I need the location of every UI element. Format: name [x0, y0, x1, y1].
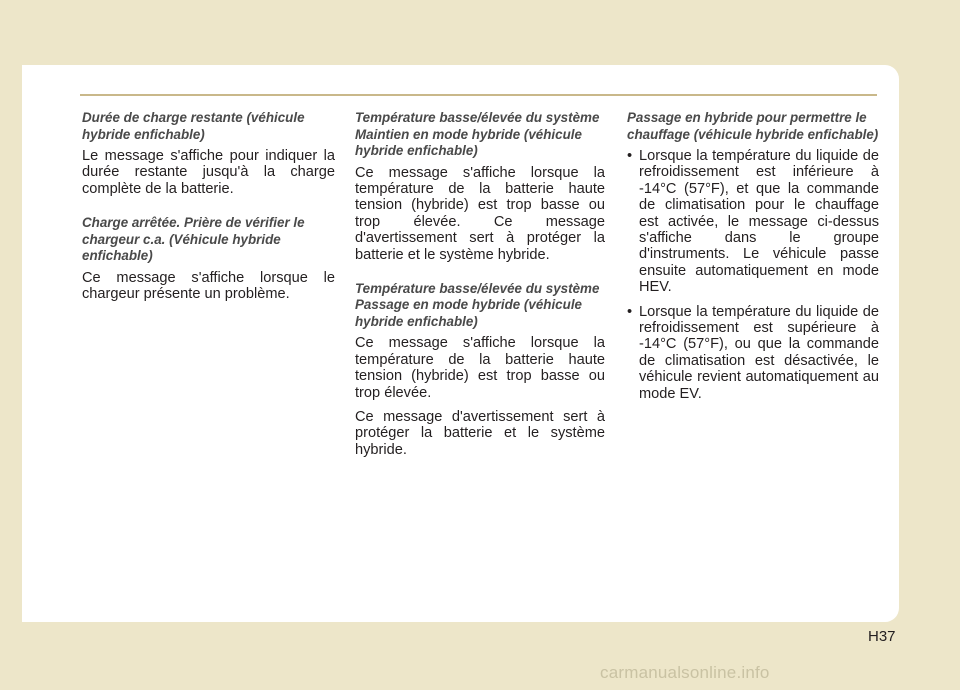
list-item-text: Lorsque la température du liquide de refroidissement est supérieure à -14°C (57°F), ou que la commande de climatisation est désactivée, le véhicule revient automatiquement au mode EV.: [639, 303, 879, 402]
page-number: H37: [868, 628, 896, 645]
column-2: [355, 110, 605, 466]
section-body: Ce message s'affiche lorsque la température de la batterie haute tension (hybride) est trop basse ou trop élevée. Ce message d'avertissement sert à protéger la batterie et le système hybride.: [355, 164, 605, 263]
column-1: [82, 110, 335, 311]
bullet-icon: •: [627, 303, 633, 320]
section-body: Ce message d'avertissement sert à protéger la batterie et le système hybride.: [355, 409, 605, 458]
watermark: carmanualsonline.info: [600, 663, 770, 682]
list-item-text: Lorsque la température du liquide de refroidissement est inférieure à -14°C (57°F), et que la commande de climatisation pour le chauffage est activée, le message ci-dessus s'affiche dans le groupe d'instruments. Le véhicule passe ensuite automatiquement en mode HEV.: [639, 148, 879, 296]
section-heading: Durée de charge restante (véhicule hybride enfichable): [82, 110, 305, 142]
list-item: [627, 148, 879, 296]
section-body: Ce message s'affiche lorsque le chargeur présente un problème.: [82, 269, 335, 303]
bullet-list: [627, 148, 879, 402]
header-rule: [80, 94, 877, 96]
section-heading: Température basse/élevée du système Maintien en mode hybride (véhicule hybride enfichable): [355, 110, 600, 158]
section-body: Ce message s'affiche lorsque la température de la batterie haute tension (hybride) est trop basse ou trop élevée.: [355, 335, 605, 401]
section-body: Le message s'affiche pour indiquer la durée restante jusqu'à la charge complète de la batterie.: [82, 148, 335, 197]
list-item: [627, 304, 879, 402]
column-3: [627, 110, 879, 410]
section-heading: Température basse/élevée du système Passage en mode hybride (véhicule hybride enfichable): [355, 280, 600, 329]
section-heading: Charge arrêtée. Prière de vérifier le chargeur c.a. (Véhicule hybride enfichable): [82, 215, 305, 264]
bullet-icon: •: [627, 148, 633, 164]
section-heading: Passage en hybride pour permettre le chauffage (véhicule hybride enfichable): [627, 110, 879, 142]
